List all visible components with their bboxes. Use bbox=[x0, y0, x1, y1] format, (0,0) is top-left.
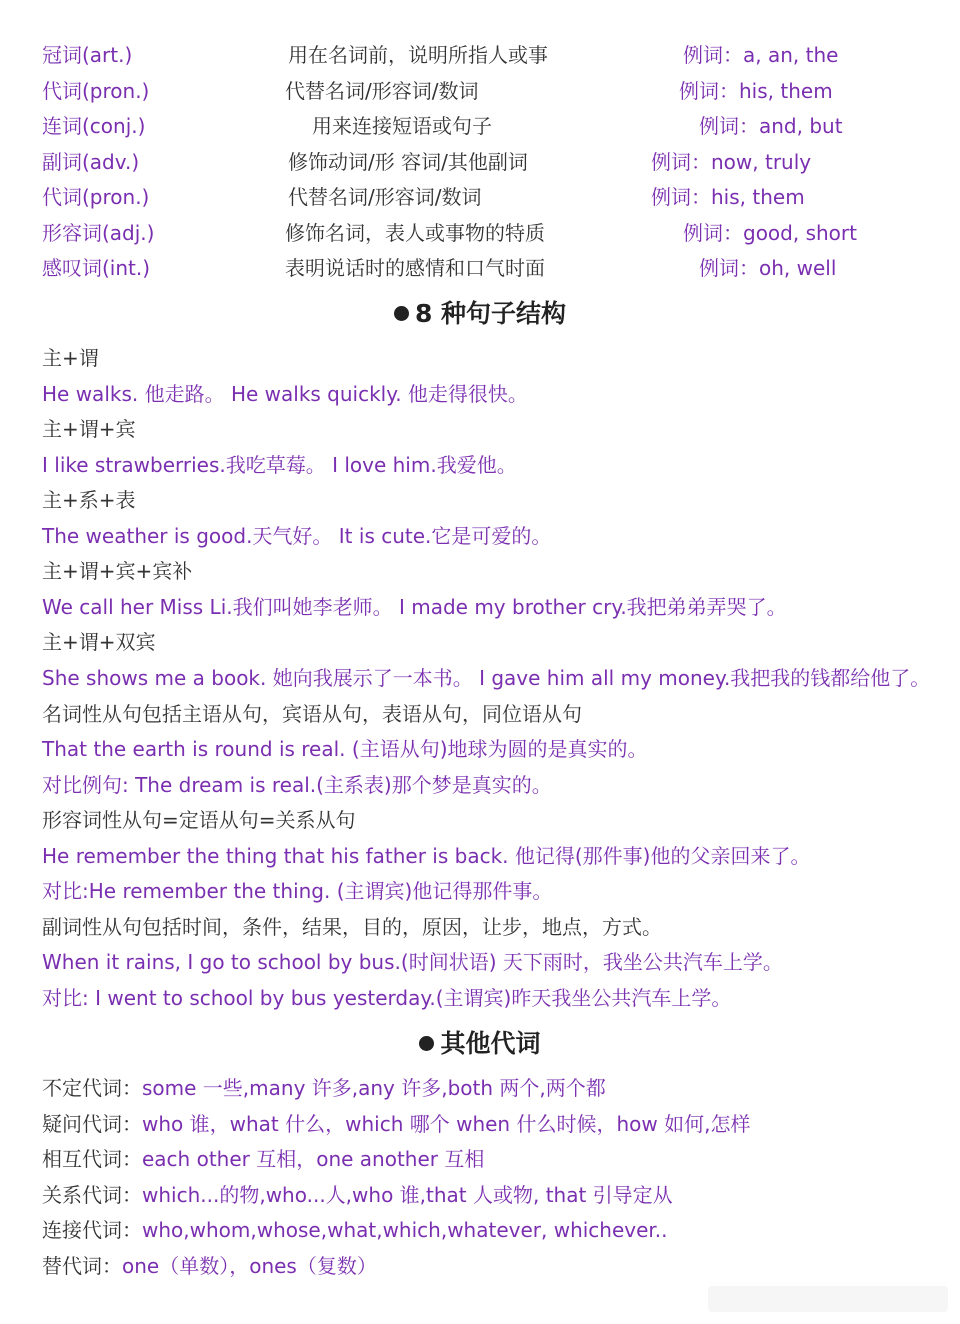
pronoun-item bbox=[42, 1181, 673, 1209]
structure-label: 主+谓 bbox=[42, 346, 99, 370]
bullet-dot-icon bbox=[419, 1036, 434, 1051]
pos-example: 例词：oh, well bbox=[699, 256, 837, 280]
pos-desc: 修饰名词，表人或事物的特质 bbox=[285, 221, 545, 245]
pronoun-label: 不定代词： bbox=[42, 1076, 142, 1100]
pos-term: 代词(pron.) bbox=[42, 185, 150, 209]
example-sentence: 对比: I went to school by bus yesterday.(主谓宾)昨天我坐公共汽车上学。 bbox=[42, 986, 732, 1010]
pronoun-value: which...的物,who...人,who 谁,that 人或物, that 引导定从 bbox=[142, 1183, 673, 1207]
pronoun-value: some 一些,many 许多,any 许多,both 两个,两个都 bbox=[142, 1076, 606, 1100]
pronoun-label: 关系代词： bbox=[42, 1183, 142, 1207]
section-heading-other-pronouns bbox=[0, 1027, 960, 1061]
structure-label: 主+谓+宾 bbox=[42, 417, 136, 441]
pos-example: 例词：a, an, the bbox=[683, 43, 839, 67]
pronoun-value: one（单数），ones（复数） bbox=[122, 1254, 377, 1278]
clause-description: 名词性从句包括主语从句，宾语从句，表语从句，同位语从句 bbox=[42, 702, 582, 726]
section-title: 8 种句子结构 bbox=[414, 299, 567, 328]
pronoun-item bbox=[42, 1145, 484, 1173]
pos-desc: 修饰动词/形 容词/其他副词 bbox=[288, 150, 528, 174]
example-sentence: He walks. 他走路。 He walks quickly. 他走得很快。 bbox=[42, 382, 528, 406]
example-sentence: When it rains, I go to school by bus.(时间状语) 天下雨时，我坐公共汽车上学。 bbox=[42, 950, 783, 974]
pos-example: 例词：his, them bbox=[679, 79, 833, 103]
structure-label: 主+谓+宾+宾补 bbox=[42, 559, 193, 583]
example-sentence: That the earth is round is real. (主语从句)地球为圆的是真实的。 bbox=[42, 737, 648, 761]
pronoun-label: 连接代词： bbox=[42, 1218, 142, 1242]
pos-desc: 表明说话时的感情和口气时面 bbox=[285, 256, 545, 280]
example-sentence: We call her Miss Li.我们叫她李老师。 I made my brother cry.我把弟弟弄哭了。 bbox=[42, 595, 787, 619]
pronoun-value: each other 互相，one another 互相 bbox=[142, 1147, 485, 1171]
pronoun-label: 疑问代词： bbox=[42, 1112, 142, 1136]
pos-desc: 代替名词/形容词/数词 bbox=[288, 185, 482, 209]
pos-desc: 代替名词/形容词/数词 bbox=[285, 79, 479, 103]
watermark bbox=[708, 1286, 948, 1312]
example-sentence: She shows me a book. 她向我展示了一本书。 I gave him all my money.我把我的钱都给他了。 bbox=[42, 666, 931, 690]
pronoun-label: 替代词： bbox=[42, 1254, 122, 1278]
pos-term: 连词(conj.) bbox=[42, 114, 146, 138]
pos-term: 冠词(art.) bbox=[42, 43, 133, 67]
pos-term: 副词(adv.) bbox=[42, 150, 140, 174]
pronoun-item bbox=[42, 1074, 606, 1102]
structure-label: 主+谓+双宾 bbox=[42, 630, 156, 654]
pos-term: 感叹词(int.) bbox=[42, 256, 151, 280]
pronoun-item bbox=[42, 1110, 750, 1138]
section-title: 其他代词 bbox=[440, 1029, 541, 1058]
bullet-dot-icon bbox=[394, 306, 409, 321]
section-heading-sentence-structures bbox=[0, 297, 960, 331]
pronoun-item bbox=[42, 1216, 668, 1244]
pos-example: 例词：his, them bbox=[651, 185, 805, 209]
example-sentence: I like strawberries.我吃草莓。 I love him.我爱他。 bbox=[42, 453, 517, 477]
clause-description: 副词性从句包括时间，条件，结果，目的，原因，让步，地点，方式。 bbox=[42, 915, 662, 939]
pronoun-label: 相互代词： bbox=[42, 1147, 142, 1171]
pos-term: 代词(pron.) bbox=[42, 79, 150, 103]
pos-example: 例词：good, short bbox=[683, 221, 857, 245]
pos-desc: 用在名词前，说明所指人或事 bbox=[288, 43, 548, 67]
structure-label: 主+系+表 bbox=[42, 488, 136, 512]
example-sentence: 对比例句: The dream is real.(主系表)那个梦是真实的。 bbox=[42, 773, 552, 797]
pronoun-item bbox=[42, 1252, 377, 1280]
pos-example: 例词：and, but bbox=[699, 114, 843, 138]
example-sentence: 对比:He remember the thing. (主谓宾)他记得那件事。 bbox=[42, 879, 553, 903]
pronoun-value: who 谁，what 什么，which 哪个 when 什么时候，how 如何,怎样 bbox=[142, 1112, 751, 1136]
pos-term: 形容词(adj.) bbox=[42, 221, 155, 245]
pronoun-value: who,whom,whose,what,which,whatever, whichever.. bbox=[142, 1218, 668, 1242]
example-sentence: He remember the thing that his father is back. 他记得(那件事)他的父亲回来了。 bbox=[42, 844, 811, 868]
clause-description: 形容词性从句=定语从句=关系从句 bbox=[42, 808, 356, 832]
example-sentence: The weather is good.天气好。 It is cute.它是可爱的。 bbox=[42, 524, 552, 548]
pos-example: 例词：now, truly bbox=[651, 150, 812, 174]
pos-desc: 用来连接短语或句子 bbox=[312, 114, 492, 138]
